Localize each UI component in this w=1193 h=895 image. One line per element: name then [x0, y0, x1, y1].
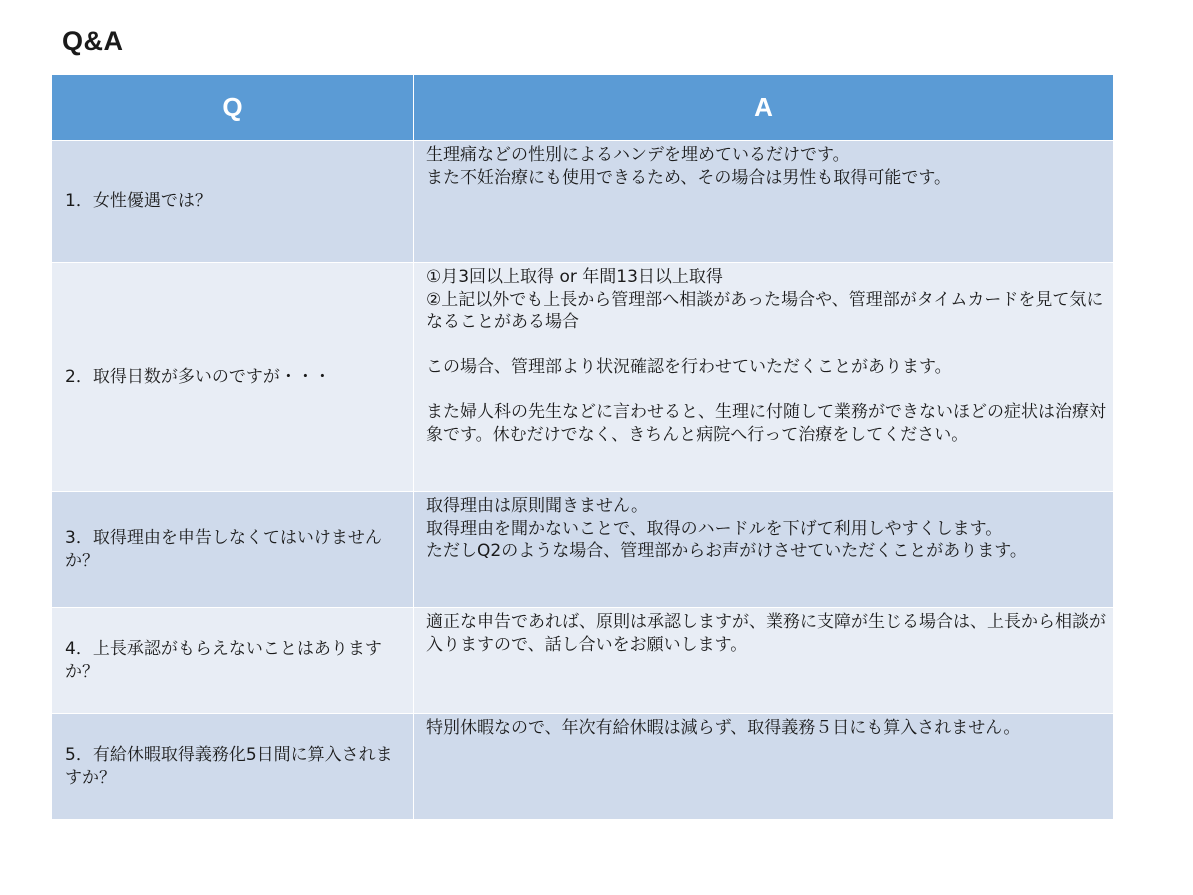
answer-cell — [414, 263, 1114, 492]
answer-line: ②上記以外でも上長から管理部へ相談があった場合や、管理部がタイムカードを見て気になることがある場合 — [426, 289, 1104, 332]
answer-line: ただしQ2のような場合、管理部からお声がけさせていただくことがあります。 — [426, 541, 1027, 561]
question-cell: 1．女性優遇では？ — [52, 141, 414, 263]
answer-line: 生理痛などの性別によるハンデを埋めているだけです。 — [426, 145, 850, 165]
blank-line — [426, 379, 1109, 402]
table-row — [52, 492, 1114, 608]
answer-line: また婦人科の先生などに言わせると、生理に付随して業務ができないほどの症状は治療対象です。休むだけでなく、きちんと病院へ行って治療をしてください。 — [426, 402, 1106, 445]
page-title: Q&A — [62, 26, 124, 56]
table-row — [52, 608, 1114, 714]
table-row — [52, 263, 1114, 492]
table-row — [52, 141, 1114, 263]
answer-line: 適正な申告であれば、原則は承認しますが、業務に支障が生じる場合は、上長から相談が入りますので、話し合いをお願いします。 — [426, 612, 1106, 655]
header-a: A — [414, 75, 1114, 141]
answer-cell — [414, 608, 1114, 714]
question-cell: 4．上長承認がもらえないことはありますか？ — [52, 608, 414, 714]
answer-cell — [414, 714, 1114, 820]
question-cell: 2．取得日数が多いのですが・・・ — [52, 263, 414, 492]
answer-line: 取得理由を聞かないことで、取得のハードルを下げて利用しやすくします。 — [426, 518, 1003, 539]
answer-line: 取得理由は原則聞きません。 — [426, 496, 649, 516]
answer-cell — [414, 141, 1114, 263]
question-cell: 3．取得理由を申告しなくてはいけませんか？ — [52, 492, 414, 608]
answer-line: この場合、管理部より状況確認を行わせていただくことがあります。 — [426, 357, 952, 377]
table-row — [52, 714, 1114, 820]
header-q: Q — [52, 75, 414, 141]
answer-line: 特別休暇なので、年次有給休暇は減らず、取得義務５日にも算入されません。 — [426, 718, 1021, 738]
answer-line: また不妊治療にも使用できるため、その場合は男性も取得可能です。 — [426, 167, 951, 188]
qa-table — [51, 74, 1114, 820]
answer-line: ①月3回以上取得 or 年間13日以上取得 — [426, 267, 723, 287]
table-header-row — [52, 75, 1114, 141]
answer-cell — [414, 492, 1114, 608]
question-cell: 5．有給休暇取得義務化5日間に算入されますか？ — [52, 714, 414, 820]
blank-line — [426, 334, 1109, 357]
